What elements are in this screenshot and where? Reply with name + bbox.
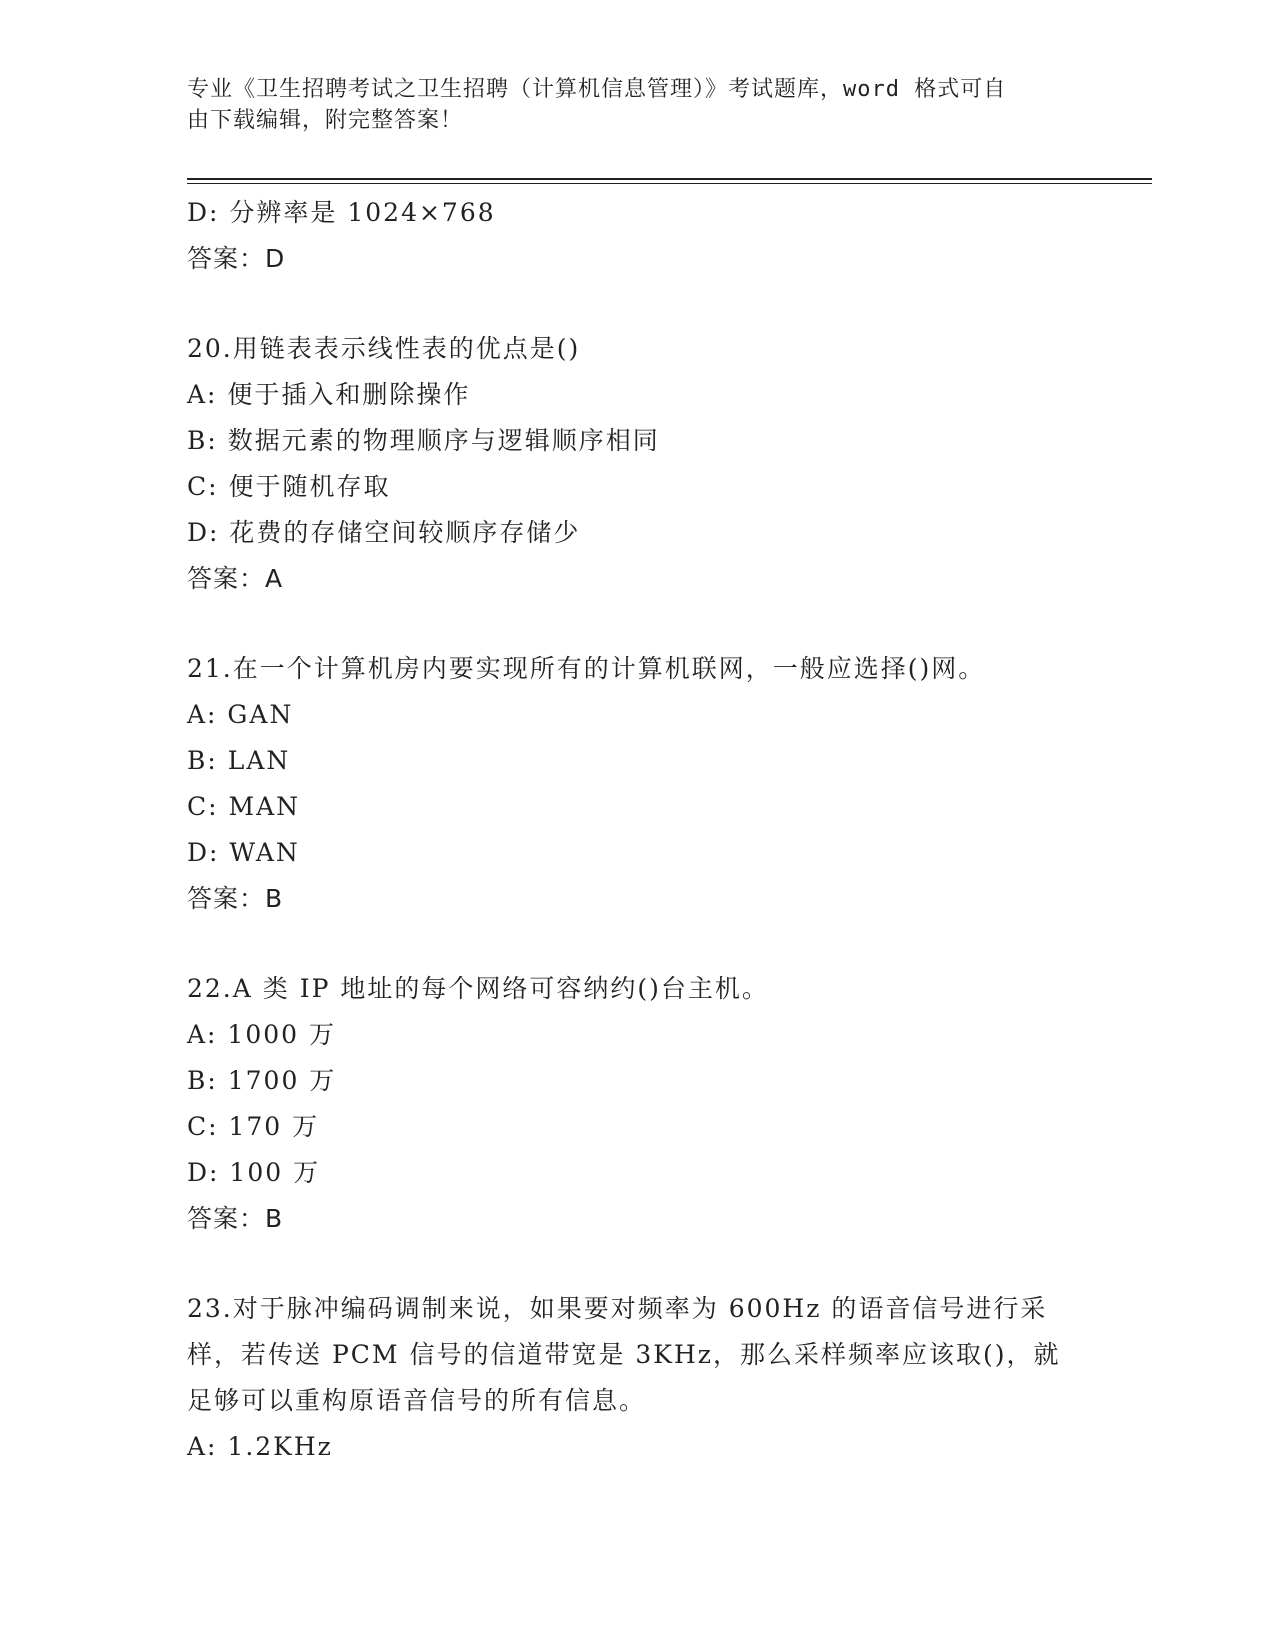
page-header	[187, 74, 1067, 136]
question-22	[187, 966, 1087, 1242]
option-d: D: WAN	[187, 838, 300, 867]
header-line-2: 由下载编辑，附完整答案！	[187, 108, 464, 133]
option-d: D: 花费的存储空间较顺序存储少	[187, 518, 581, 547]
question-stem: 22.A 类 IP 地址的每个网络可容纳约()台主机。	[187, 974, 769, 1003]
option-a: A: 1.2KHz	[187, 1432, 333, 1461]
stem-line-3: 足够可以重构原语音信号的所有信息。	[187, 1386, 647, 1415]
stem-line-2: 样，若传送 PCM 信号的信道带宽是 3KHz，那么采样频率应该取()，就	[187, 1340, 1061, 1369]
option-b: B: 1700 万	[187, 1066, 337, 1095]
stem-line-1: 23.对于脉冲编码调制来说，如果要对频率为 600Hz 的语音信号进行采	[187, 1294, 1048, 1323]
header-divider-thick	[187, 178, 1152, 180]
option-c: C: 便于随机存取	[187, 472, 391, 501]
option-c: C: 170 万	[187, 1112, 320, 1141]
header-line-1: 专业《卫生招聘考试之卫生招聘（计算机信息管理）》考试题库，word 格式可自	[187, 77, 1007, 102]
option-b: B: 数据元素的物理顺序与逻辑顺序相同	[187, 426, 660, 455]
question-23	[187, 1286, 1087, 1470]
question-stem: 21.在一个计算机房内要实现所有的计算机联网，一般应选择()网。	[187, 654, 986, 683]
option-d: D: 分辨率是 1024×768	[187, 198, 496, 227]
question-21	[187, 646, 1087, 922]
option-b: B: LAN	[187, 746, 291, 775]
question-20	[187, 326, 1087, 602]
question-stem	[187, 1286, 1067, 1424]
question-stem: 20.用链表表示线性表的优点是()	[187, 334, 581, 363]
option-d: D: 100 万	[187, 1158, 321, 1187]
answer-line: 答案：B	[187, 884, 284, 913]
question-list	[187, 190, 1087, 1470]
option-a: A: GAN	[187, 700, 294, 729]
answer-line: 答案：B	[187, 1204, 284, 1233]
option-c: C: MAN	[187, 792, 301, 821]
option-a: A: 1000 万	[187, 1020, 336, 1049]
option-a: A: 便于插入和删除操作	[187, 380, 471, 409]
answer-line: 答案：D	[187, 244, 286, 273]
header-divider-thin	[187, 183, 1152, 184]
answer-line: 答案：A	[187, 564, 284, 593]
